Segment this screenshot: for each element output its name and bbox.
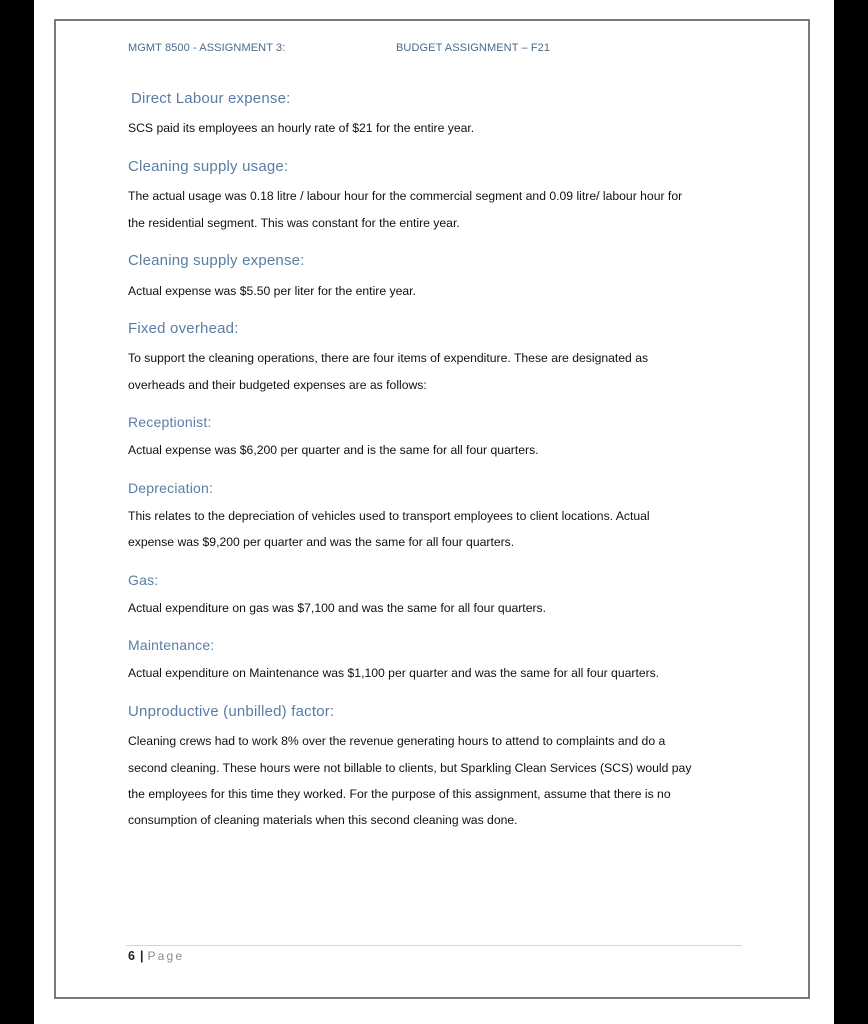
text-maintenance: Actual expenditure on Maintenance was $1,100 per quarter and was the same for all four quarters. — [128, 666, 660, 680]
text-cleaning-usage-2: the residential segment. This was constant for the entire year. — [128, 216, 460, 230]
heading-maintenance: Maintenance: — [128, 637, 215, 653]
text-cleaning-expense: Actual expense was $5.50 per liter for the entire year. — [128, 284, 416, 298]
text-gas: Actual expenditure on gas was $7,100 and was the same for all four quarters. — [128, 601, 547, 615]
page-number: 6 — [128, 949, 135, 963]
heading-unproductive: Unproductive (unbilled) factor: — [128, 703, 335, 720]
text-fixed-overhead-2: overheads and their budgeted expenses are as follows: — [128, 378, 427, 392]
text-unproductive-1: Cleaning crews had to work 8% over the revenue generating hours to attend to complaints and do a — [128, 734, 666, 748]
heading-direct-labour: Direct Labour expense: — [131, 90, 291, 107]
heading-cleaning-usage: Cleaning supply usage: — [128, 158, 289, 175]
page-footer — [128, 949, 184, 963]
text-fixed-overhead-1: To support the cleaning operations, there are four items of expenditure. These are designated as — [128, 351, 649, 365]
text-direct-labour: SCS paid its employees an hourly rate of $21 for the entire year. — [128, 121, 475, 135]
text-unproductive-3: the employees for this time they worked. For the purpose of this assignment, assume that there is no — [128, 787, 671, 801]
text-unproductive-4: consumption of cleaning materials when this second cleaning was done. — [128, 813, 518, 827]
text-cleaning-usage-1: The actual usage was 0.18 litre / labour hour for the commercial segment and 0.09 litre/ labour hour for — [128, 189, 683, 203]
text-unproductive-2: second cleaning. These hours were not billable to clients, but Sparkling Clean Services (SCS) would pay — [128, 761, 692, 775]
text-depreciation-1: This relates to the depreciation of vehicles used to transport employees to client locations. Actual — [128, 509, 650, 523]
header-assignment: BUDGET ASSIGNMENT – F21 — [396, 42, 551, 54]
heading-cleaning-expense: Cleaning supply expense: — [128, 252, 305, 269]
footer-divider — [126, 945, 742, 946]
page-separator: | — [139, 949, 144, 963]
heading-depreciation: Depreciation: — [128, 480, 214, 496]
heading-fixed-overhead: Fixed overhead: — [128, 320, 239, 337]
header-course: MGMT 8500 - ASSIGNMENT 3: — [128, 42, 286, 54]
document-page — [34, 0, 834, 1024]
text-depreciation-2: expense was $9,200 per quarter and was the same for all four quarters. — [128, 535, 515, 549]
page-label: Page — [147, 949, 185, 963]
text-receptionist: Actual expense was $6,200 per quarter and is the same for all four quarters. — [128, 443, 539, 457]
heading-receptionist: Receptionist: — [128, 414, 212, 430]
heading-gas: Gas: — [128, 572, 159, 588]
